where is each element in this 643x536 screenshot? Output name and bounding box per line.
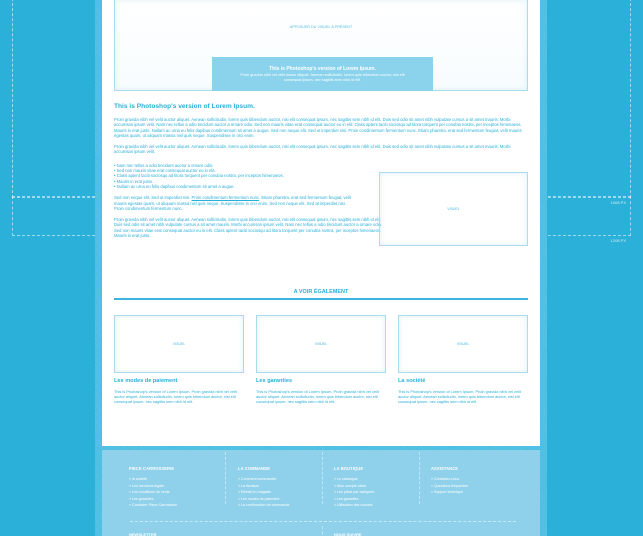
hero-caption[interactable] <box>212 57 433 91</box>
article-paragraph-1: Proin gravida nibh vel velit auctor aliquet. Aenean sollicitudin, lorem quis bibendum auctor, nisi elit consequat ipsum, nec sagittis sem nibh id elit. Duis sed odio sit amet nibh vulputate cursus a sit amet mauris. Morbi accumsan ipsum velit. Nam nec tellus a odio tincidunt auctor a ornare odio. Sed non mauris vitae erat consequat auctor eu in elit. Class aptent taciti sociosqu ad litora torquent per conubia nostra, per inceptos himenaeos. Mauris in erat justo. Nullam ac urna eu felis dapibus condimentum sit amet a augue. Sed non neque elit. Sed ut imperdiet nisi. Proin condimentum fermentum nunc. Etiam pharetra, erat sed fermentum feugiat, velit mauris egestas quam, ut aliquam massa nisl quis neque. Suspendisse in orci enim. <box>114 117 522 138</box>
bullet-item: • Class aptent taciti sociosqu ad litora torquent per conubia nostra, per inceptos himenaeos. <box>114 173 389 178</box>
see-also-title: A VOIR ÉGALEMENT <box>293 289 349 295</box>
card-visual[interactable]: VISUEL <box>398 315 528 373</box>
card-title[interactable]: La société <box>398 378 426 384</box>
footer-link[interactable]: » La confirmation de commande <box>238 502 289 508</box>
article-paragraph-3 <box>114 195 354 211</box>
article-paragraph-4: Proin gravida nibh vel velit auctor aliquet. Aenean sollicitudin, lorem quis bibendum auctor, nisi elit consequat ipsum, nec sagittis sem nibh id elit. Duis sed odio sit amet nibh vulputate cursus a sit amet mauris. Morbi accumsan ipsum velit. Nam nec tellus a odio tincidunt auctor a ornare odio. Sed non mauris vitae erat consequat auctor eu in elit. Class aptent taciti sociosqu ad litora torquent per conubia nostra, per inceptos himenaeos. Mauris in erat justo. <box>114 217 383 239</box>
footer-separator <box>322 452 323 504</box>
footer-link[interactable]: » Les garanties <box>334 496 374 502</box>
footer-link[interactable]: » Support technique <box>431 489 468 495</box>
footer-link[interactable]: » Les conditions de vente <box>129 489 177 495</box>
hero-caption-text: Proin gravida nibh vel velit auctor aliquet. Aenean sollicitudin, lorem quis bibendum auctor, nisi elit consequat ipsum, nec sagittis sem nibh id elit. <box>240 73 405 82</box>
footer-link[interactable]: » Le catalogue <box>334 476 374 482</box>
guide-label-1208: 1208 PX <box>610 238 626 243</box>
footer <box>102 450 540 536</box>
card-text: This is Photoshop's version of Lorem Ipsum. Proin gravida nibh vel velit auctor aliquet. Aenean sollicitudin, lorem quis bibendum auctor, nisi elit consequat ipsum, nec sagittis sem nibh id elit. <box>256 389 379 404</box>
footer-link[interactable]: » Les garanties <box>129 496 177 502</box>
guide-label-1068: 1068 PX <box>610 200 626 205</box>
footer-col-title: LA BOUTIQUE <box>334 466 364 471</box>
footer-link[interactable]: » Les pièce par catégorie <box>334 489 374 495</box>
footer-link[interactable]: » Les mentions légale <box>129 483 177 489</box>
page-content <box>102 0 540 446</box>
card-text: This is Photoshop's version of Lorem Ipsum. Proin gravida nibh vel velit auctor aliquet. Aenean sollicitudin, lorem quis bibendum auctor, nisi elit consequat ipsum, nec sagittis sem nibh id elit. <box>398 389 521 404</box>
footer-separator <box>322 526 323 536</box>
card-title[interactable]: Les garanties <box>256 378 293 384</box>
footer-col-piece-carrosserie <box>129 466 177 508</box>
follow-us-title: NOUS SUIVRE <box>334 532 362 536</box>
article-bullet-list <box>114 163 389 189</box>
footer-link[interactable]: » Mon compte client <box>334 483 374 489</box>
condimentum-link[interactable]: Proin condimentum fermentum nunc <box>191 195 260 201</box>
footer-separator <box>419 452 420 504</box>
card-text: This is Photoshop's version of Lorem Ipsum. Proin gravida nibh vel velit auctor aliquet. Aenean sollicitudin, lorem quis bibendum auctor, nisi elit consequat ipsum, nec sagittis sem nibh id elit. <box>114 389 237 404</box>
hero-banner <box>114 0 528 91</box>
hero-placeholder-text: APPOSUER DU VISUEL À PRÉSENT <box>289 25 353 29</box>
footer-col-la-commande <box>238 466 289 508</box>
card-visual[interactable]: VISUEL <box>256 315 386 373</box>
bullet-item: • Nullam ac urna eu felis dapibus condimentum sit amet a augue. <box>114 184 389 189</box>
see-also-divider <box>114 298 528 300</box>
newsletter-title: NEWSLETTER <box>129 532 157 536</box>
footer-col-assistance <box>431 466 468 496</box>
hero-caption-title: This is Photoshop's version of Lorem Ipsum. <box>269 66 376 72</box>
footer-link[interactable]: » La livraison <box>238 483 289 489</box>
footer-col-la-boutique <box>334 466 374 508</box>
footer-col-title: ASSISTANCE <box>431 466 459 471</box>
footer-col-title: LA COMMANDE <box>238 466 271 471</box>
article-title: This is Photoshop's version of Lorem Ipsum. <box>114 103 255 110</box>
footer-col-title: PIECE CARROSSERIE <box>129 466 175 471</box>
left-hatch-strip <box>95 0 102 536</box>
footer-link[interactable]: » Utilisation des cookies <box>334 502 374 508</box>
paragraph-3-text: Sed non neque elit. Sed ut imperdiet nisi. <box>114 195 192 201</box>
footer-link[interactable]: » Contactez-nous <box>431 476 468 482</box>
footer-link[interactable]: » Questions fréquentes <box>431 483 468 489</box>
footer-link[interactable]: » Les modes de paiement <box>238 496 289 502</box>
article-visual: VISUEL <box>379 172 528 246</box>
card-garanties[interactable] <box>256 315 386 404</box>
paragraph-3-text-after: . Etiam pharetra, erat sed fermentum feugiat, velit mauris egestas quam, ut aliquam massa nisl quis neque. Suspendisse in orci enim. Sed non neque elit. Sed at imperdiet nisi. Proin condimentum fermentum nunc. <box>114 195 351 211</box>
footer-link[interactable]: » la société <box>129 476 177 482</box>
article-paragraph-2: Proin gravida nibh vel velit auctor aliquet. Aenean sollicitudin, lorem quis bibendum auctor, nisi elit consequat ipsum, nec sagittis sem nibh id elit. Duis sed odio sit amet nibh vulputate cursus a sit amet mauris. Morbi accumsan ipsum velit. <box>114 144 511 155</box>
bullet-item: • Nam nec tellus a odio tincidunt auctor a ornare odio. <box>114 163 389 168</box>
right-hatch-strip <box>540 0 547 536</box>
footer-divider <box>130 521 516 522</box>
bullet-item: • Mauris in erat justo. <box>114 179 389 184</box>
card-societe[interactable] <box>398 315 528 404</box>
footer-link[interactable]: » Retrait en magasin <box>238 489 289 495</box>
card-visual[interactable]: VISUEL <box>114 315 244 373</box>
footer-link[interactable]: » Contacter Piece Carrosserie <box>129 502 177 508</box>
bullet-item: • Sed non mauris vitae erat consequat auctor eu in elit. <box>114 168 389 173</box>
card-modes-paiement[interactable] <box>114 315 244 404</box>
footer-separator <box>225 452 226 504</box>
footer-link[interactable]: » Comment commander <box>238 476 289 482</box>
card-title[interactable]: Les modes de paiement <box>114 378 178 384</box>
